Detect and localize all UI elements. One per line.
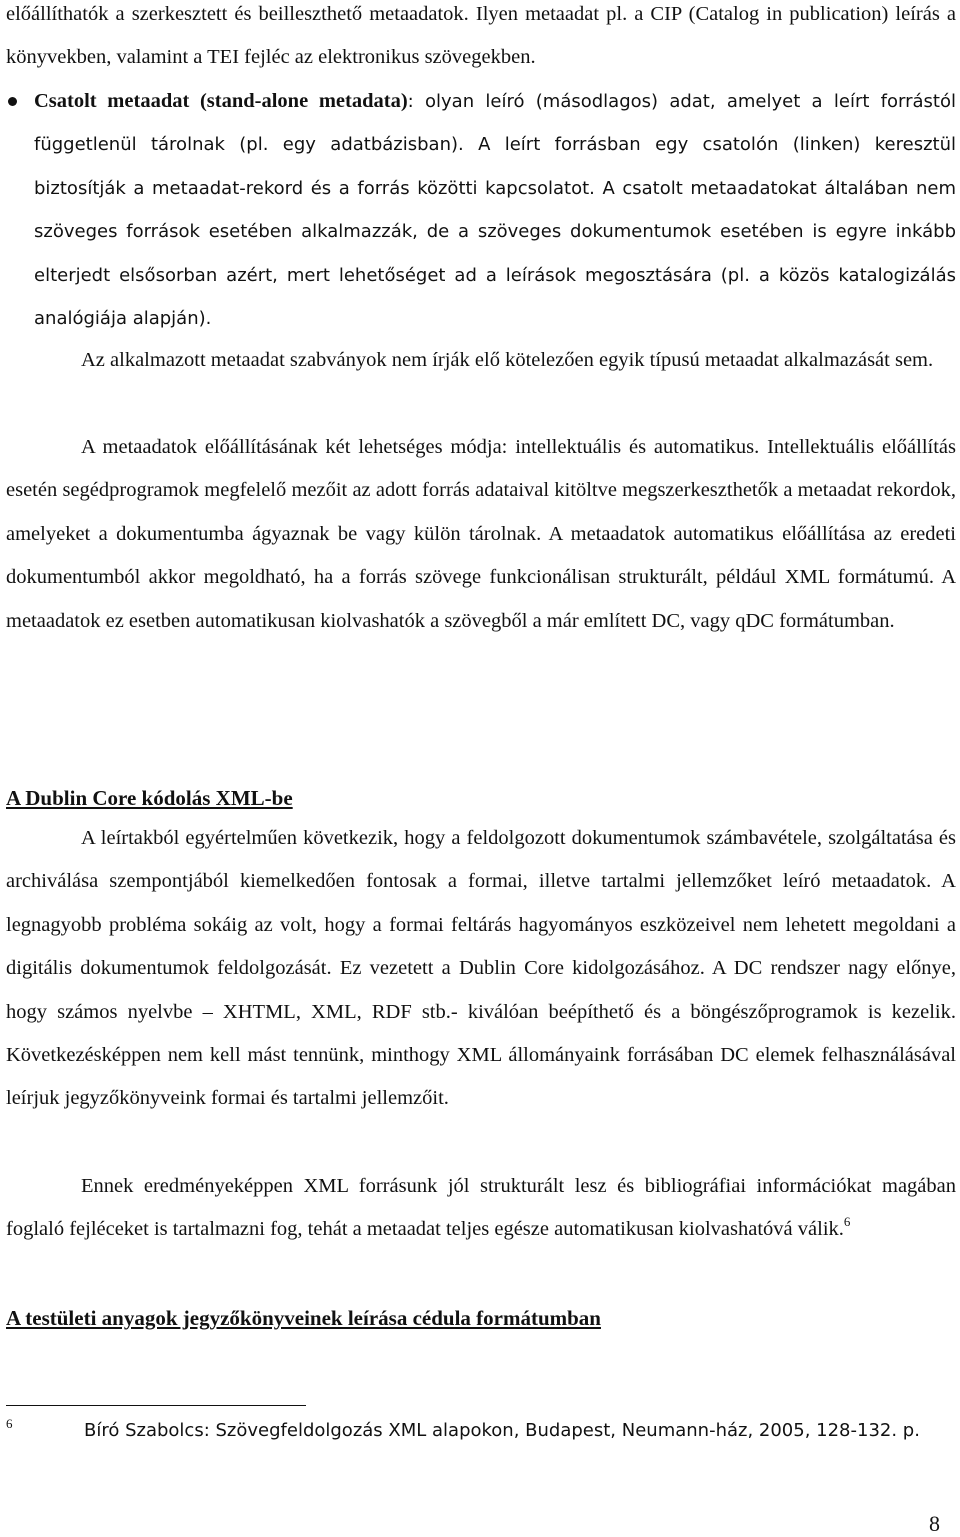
footnote-text: Bíró Szabolcs: Szövegfeldolgozás XML alapokon, Budapest, Neumann-ház, 2005, 128-132. p.: [84, 1420, 920, 1441]
paragraph-metadata-standards: Az alkalmazott metaadat szabványok nem írják elő kötelezően egyik típusú metaadat alkalmazását sem.: [81, 349, 934, 371]
bullet-item-body: [6, 80, 956, 340]
continuation-paragraph: előállíthatók a szerkesztett és beilleszthető metaadatok. Ilyen metaadat pl. a CIP (Catalog in publication) leírás a könyvekben, valamint a TEI fejléc az elektronikus szövegekben.: [6, 3, 956, 69]
bullet-text: : olyan leíró (másodlagos) adat, amelyet a leírt forrástól függetlenül tárolnak (pl. egy adatbázisban). A leírt forrásban egy csatolón (linken) keresztül biztosítják a metaadat-rekord és a forrás közötti kapcsolatot. A csatolt metaadatokat általában nem szöveges források esetében alkalmazzák, de a szöveges dokumentumok esetében is egyre inkább elterjedt elsősorban azért, mert lehetőséget ad a leírások megosztására (pl. a közös katalogizálás analógiája alapján).: [34, 91, 956, 330]
bullet-item-stand-alone-metadata: [6, 80, 956, 340]
paragraph-dublin-core-2: [6, 1165, 956, 1252]
paragraph-dublin-core-1: A leírtakból egyértelműen következik, hogy a feldolgozott dokumentumok számbavétele, szolgáltatása és archiválása szempontjából kiemelkedően fontosak a formai, illetve tartalmi jellemzőket leíró metaadatok. A legnagyobb probléma sokáig az volt, hogy a formai feltárás hagyományos eszközeivel nem lehetett megoldani a digitális dokumentumok feldolgozását. Ez vezetett a Dublin Core kidolgozásához. A DC rendszer nagy előnye, hogy számos nyelvbe – XHTML, XML, RDF stb.- kiválóan beépíthető és a böngészőprogramok is kezelik. Következésképpen nem kell mást tennünk, minthogy XML állományaink forrásában DC elemek felhasználásával leírjuk jegyzőkönyveink formai és tartalmi jellemzőit.: [6, 827, 956, 1110]
page-number: 8: [929, 1511, 940, 1536]
footnote-mark: 6: [6, 1416, 13, 1431]
bullet-icon: [8, 97, 17, 106]
paragraph-metadata-creation: A metaadatok előállításának két lehetséges módja: intellektuális és automatikus. Intellektuális előállítás esetén segédprogramok megfelelő mezőit az adott forrás adataival kitöltve megszerkeszthetők a metaadat rekordok, amelyeket a dokumentumba ágyaznak be vagy külön tárolnak. A metaadatok automatikus előállítása az eredeti dokumentumból akkor megoldható, ha a forrás szövege funkcionálisan strukturált, például XML formátumú. A metaadatok ez esetben automatikusan kiolvashatók a szövegből a már említett DC, vagy qDC formátumban.: [6, 436, 956, 632]
footnote-reference: 6: [843, 1214, 851, 1230]
bullet-term: Csatolt metaadat (stand-alone metadata): [34, 90, 408, 112]
section-heading-dublin-core: A Dublin Core kódolás XML-be: [6, 786, 293, 810]
section-heading-minutes-description: A testületi anyagok jegyzőkönyveinek leírása cédula formátumban: [6, 1306, 601, 1330]
footnote-divider: [6, 1405, 306, 1406]
paragraph-dublin-core-2-text: Ennek eredményeképpen XML forrásunk jól strukturált lesz és bibliográfiai információkat magában foglaló fejléceket is tartalmazni fog, tehát a metaadat teljes egésze automatikusan kiolvashatóvá válik.: [6, 1175, 956, 1241]
